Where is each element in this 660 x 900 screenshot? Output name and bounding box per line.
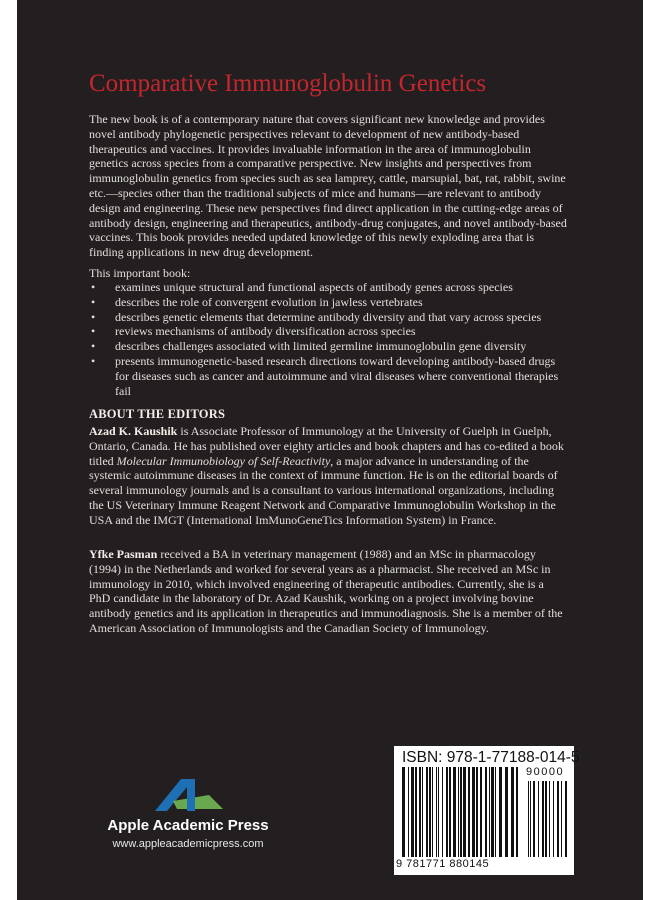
bullet-icon: •: [91, 294, 96, 309]
publisher-block: [83, 775, 293, 855]
feature-list: [89, 280, 567, 398]
barcode-icon: [400, 767, 568, 859]
list-item: • describes the role of convergent evolution in jawless vertebrates: [91, 294, 423, 309]
back-cover: [17, 0, 643, 900]
bullet-icon: •: [91, 353, 96, 368]
editor-bio-pasman: Yfke Pasman received a BA in veterinary management (1988) and an MSc in pharmacology (1994) in the Netherlands and worked for several years as a pharmacist. She received an MSc in immunology in 2010, which involved engineering of therapeutic antibodies. Currently, she is a PhD candidate in the laboratory of Dr. Azad Kaushik, working on a project involving bovine antibody genetics and its application in therapeutics and immunodiagnosis. She is a member of the American Association of Immunologists and the Canadian Society of Immunology.: [89, 547, 563, 635]
bullet-icon: •: [91, 339, 96, 354]
editor-name: Yfke Pasman: [89, 547, 158, 561]
price-code: 90000: [526, 766, 565, 778]
publisher-name: Apple Academic Press: [107, 817, 269, 834]
editor-name: Azad K. Kaushik: [89, 424, 178, 438]
list-item: • reviews mechanisms of antibody diversification across species: [91, 324, 416, 339]
list-item: • describes challenges associated with limited germline immunoglobulin gene diversity: [91, 339, 527, 354]
list-item: • examines unique structural and functional aspects of antibody genes across species: [91, 280, 513, 294]
bullet-icon: •: [91, 280, 96, 294]
book-reference: Molecular Immunobiology of Self-Reactivity: [116, 453, 331, 468]
book-title: Comparative Immunoglobulin Genetics: [89, 70, 487, 97]
bullet-icon: •: [91, 309, 96, 324]
barcode-digits: 9 781771 880145: [396, 858, 490, 870]
bullet-icon: •: [91, 324, 96, 339]
publisher-url[interactable]: www.appleacademicpress.com: [112, 838, 264, 850]
editors-heading: ABOUT THE EDITORS: [89, 407, 226, 421]
barcode-box: [394, 746, 580, 875]
intro-paragraph: The new book is of a contemporary nature that covers significant new knowledge and provides novel antibody phylogenetic perspectives relevant to development of new antibody-based therapeutics and vaccines. It provides invaluable information in the area of immunoglobulin genetics across species from a comparative perspective. New insights and perspectives from immunoglobulin genetics from species such as sea lamprey, cattle, marsupial, bat, rat, rabbit, swine etc.—species other than the traditional subjects of mice and humans—are relevant to antibody design and engineering. These new perspectives find direct application in the cutting-edge areas of antibody design, engineering and therapeutics, antibody-drug conjugates, and novel antibody-based vaccines. This book provides needed updated knowledge of this newly exploding area that is finding applications in new drug development.: [89, 112, 567, 260]
list-item: • describes genetic elements that determine antibody diversity and that vary across species: [91, 309, 542, 324]
editor-bio-kaushik: Azad K. Kaushik is Associate Professor of Immunology at the University of Guelph in Guelph, Ontario, Canada. He has published over eighty articles and book chapters and has co-edited a book titled Molecular Immunobiology of Self-Reactivity, a major advance in understanding of the systemic autoimmune diseases in the context of immune function. He is on the editorial boards of several immunology journals and is a consultant to various international organizations, including the US Veterinary Immune Reagent Network and Comparative Immunoglobulin Workshop in the USA and the IMGT (International ImMunoGeneTics Information System) in France.: [89, 424, 564, 527]
list-intro: This important book:: [89, 266, 191, 280]
list-item: • presents immunogenetic-based research directions toward developing antibody-based drugs for diseases such as cancer and autoimmune and viral diseases where conventional therapies fail: [91, 353, 559, 398]
isbn-label: ISBN: 978-1-77188-014-5: [402, 749, 580, 766]
apple-academic-press-logo-icon: [153, 775, 225, 813]
